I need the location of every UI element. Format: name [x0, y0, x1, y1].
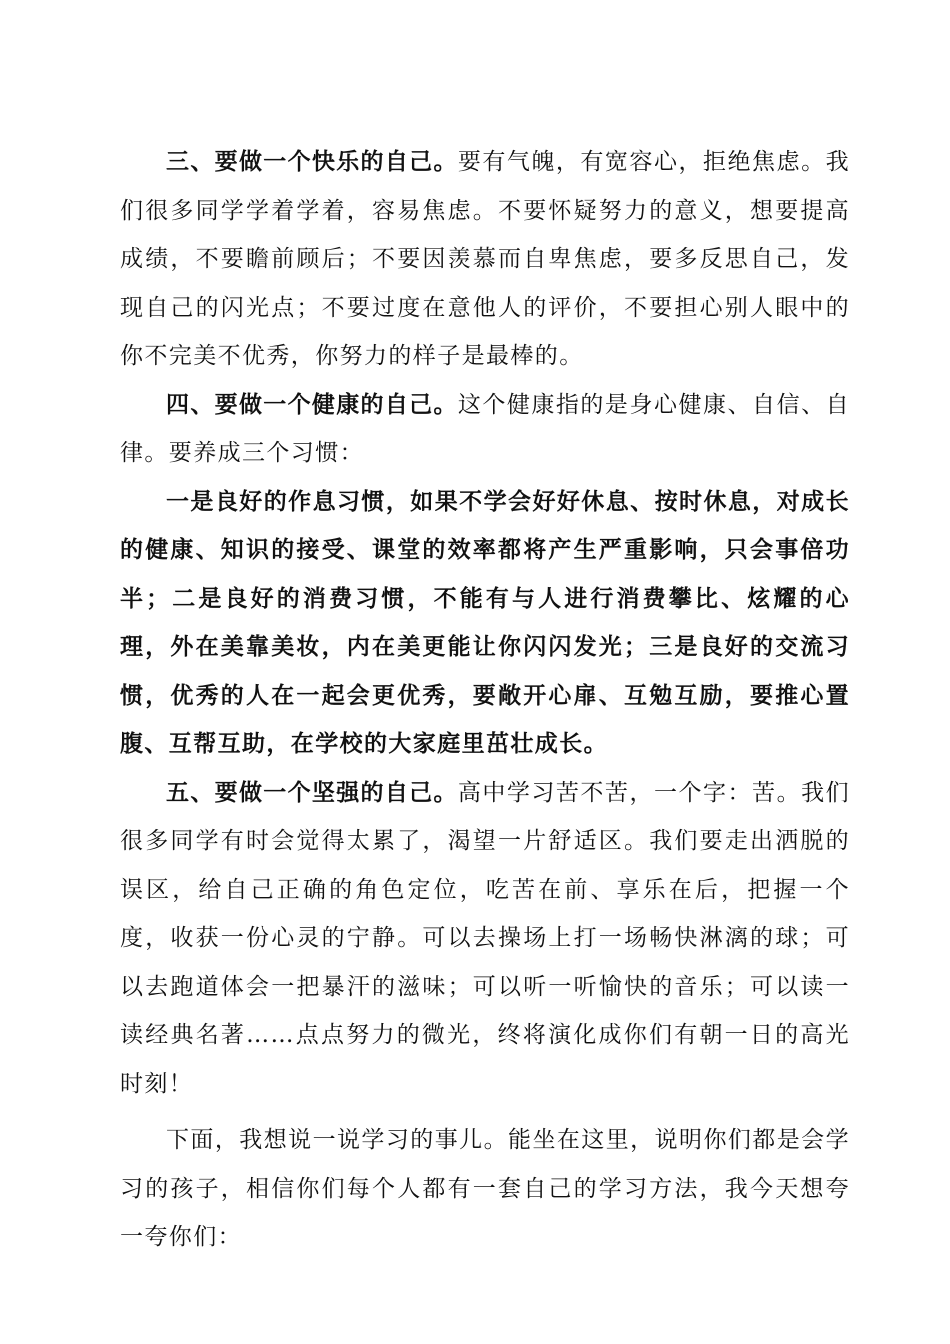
paragraph-about-study [120, 1116, 850, 1262]
paragraph-happy-self [120, 138, 850, 381]
paragraph-three-habits [120, 478, 850, 769]
section-heading-3: 三、要做一个快乐的自己。 [166, 149, 458, 175]
section-heading-4: 四、要做一个健康的自己。 [166, 391, 458, 418]
section-heading-5: 五、要做一个坚强的自己。 [166, 779, 458, 806]
paragraph-text: 要有气魄，有宽容心，拒绝焦虑。我们很多同学学着学着，容易焦虑。不要怀疑努力的意义，想要提高成绩，不要瞻前顾后；不要因羡慕而自卑焦虑，要多反思自己，发现自己的闪光点；不要过度在意他人的评价，不要担心别人眼中的你不完美不优秀，你努力的样子是最棒的。 [120, 149, 850, 369]
document-body [120, 138, 850, 1262]
paragraph-strong-self [120, 769, 850, 1109]
paragraph-text: 这个健康指的是身心健康、自信、自律。要养成三个习惯： [120, 391, 850, 466]
paragraph-text: 高中学习苦不苦，一个字：苦。我们很多同学有时会觉得太累了，渴望一片舒适区。我们要走出洒脱的误区，给自己正确的角色定位，吃苦在前、享乐在后，把握一个度，收获一份心灵的宁静。可以去操场上打一场畅快淋漓的球；可以去跑道体会一把暴汗的滋味；可以听一听愉快的音乐；可以读一读经典名著……点点努力的微光，终将演化成你们有朝一日的高光时刻！ [120, 779, 850, 1097]
paragraph-text: 下面，我想说一说学习的事儿。能坐在这里，说明你们都是会学习的孩子，相信你们每个人都有一套自己的学习方法，我今天想夸一夸你们： [120, 1127, 850, 1250]
paragraph-text: 一是良好的作息习惯，如果不学会好好休息、按时休息，对成长的健康、知识的接受、课堂的效率都将产生严重影响，只会事倍功半；二是良好的消费习惯，不能有与人进行消费攀比、炫耀的心理，外在美靠美妆，内在美更能让你闪闪发光；三是良好的交流习惯，优秀的人在一起会更优秀，要敞开心扉、互勉互励，要推心置腹、互帮互助，在学校的大家庭里茁壮成长。 [120, 487, 850, 757]
paragraph-healthy-self [120, 381, 850, 478]
